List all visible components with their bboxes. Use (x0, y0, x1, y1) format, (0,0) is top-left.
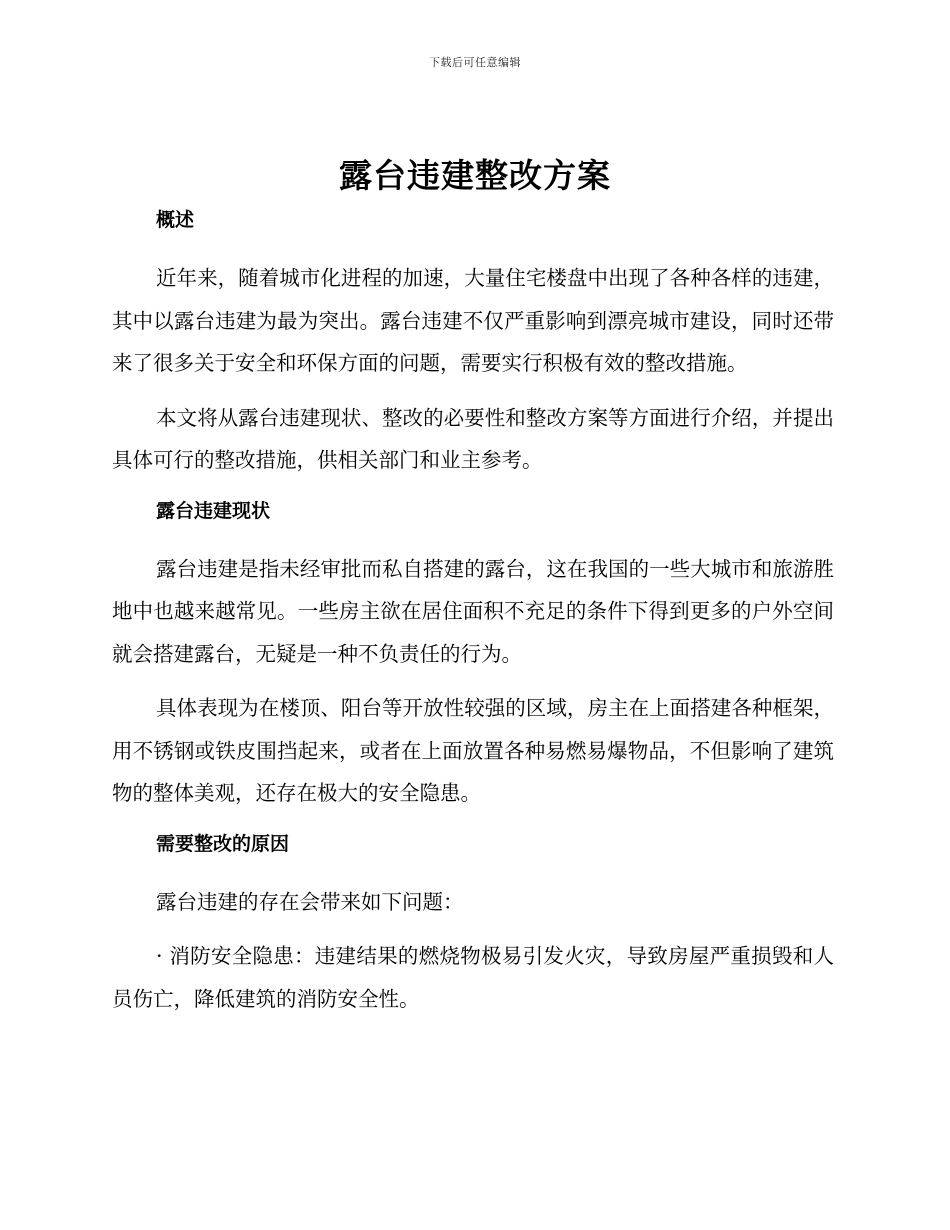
section-heading: 需要整改的原因 (156, 832, 290, 855)
bullet-item: · 消防安全隐患：违建结果的燃烧物极易引发火灾，导致房屋严重损毁和人员伤亡，降低建筑的消防安全性。 (112, 944, 834, 1011)
paragraph: 具体表现为在楼顶、阳台等开放性较强的区域，房主在上面搭建各种框架，用不锈钢或铁皮围挡起来，或者在上面放置各种易燃易爆物品，不但影响了建筑物的整体美观，还存在极大的安全隐患。 (112, 696, 834, 805)
section-heading: 概述 (156, 209, 195, 231)
paragraph: 近年来，随着城市化进程的加速，大量住宅楼盘中出现了各种各样的违建，其中以露台违建为最为突出。露台违建不仅严重影响到漂亮城市建设，同时还带来了很多关于安全和环保方面的问题，需要实行积极有效的整改措施。 (112, 266, 834, 375)
paragraph: 本文将从露台违建现状、整改的必要性和整改方案等方面进行介绍，并提出具体可行的整改措施，供相关部门和业主参考。 (112, 405, 834, 472)
section-reasons (112, 827, 834, 1021)
header-note: 下载后可任意编辑 (429, 56, 521, 69)
paragraph: 露台违建是指未经审批而私自搭建的露台，这在我国的一些大城市和旅游胜地中也越来越常见。一些房主欲在居住面积不充足的条件下得到更多的户外空间就会搭建露台，无疑是一种不负责任的行为。 (112, 556, 834, 666)
section-current-status (112, 494, 834, 815)
document-title: 露台违建整改方案 (339, 156, 611, 195)
paragraph: 露台违建的存在会带来如下问题： (156, 889, 464, 914)
section-heading: 露台违建现状 (156, 499, 271, 522)
section-overview (112, 203, 834, 482)
document-body (112, 203, 834, 1032)
